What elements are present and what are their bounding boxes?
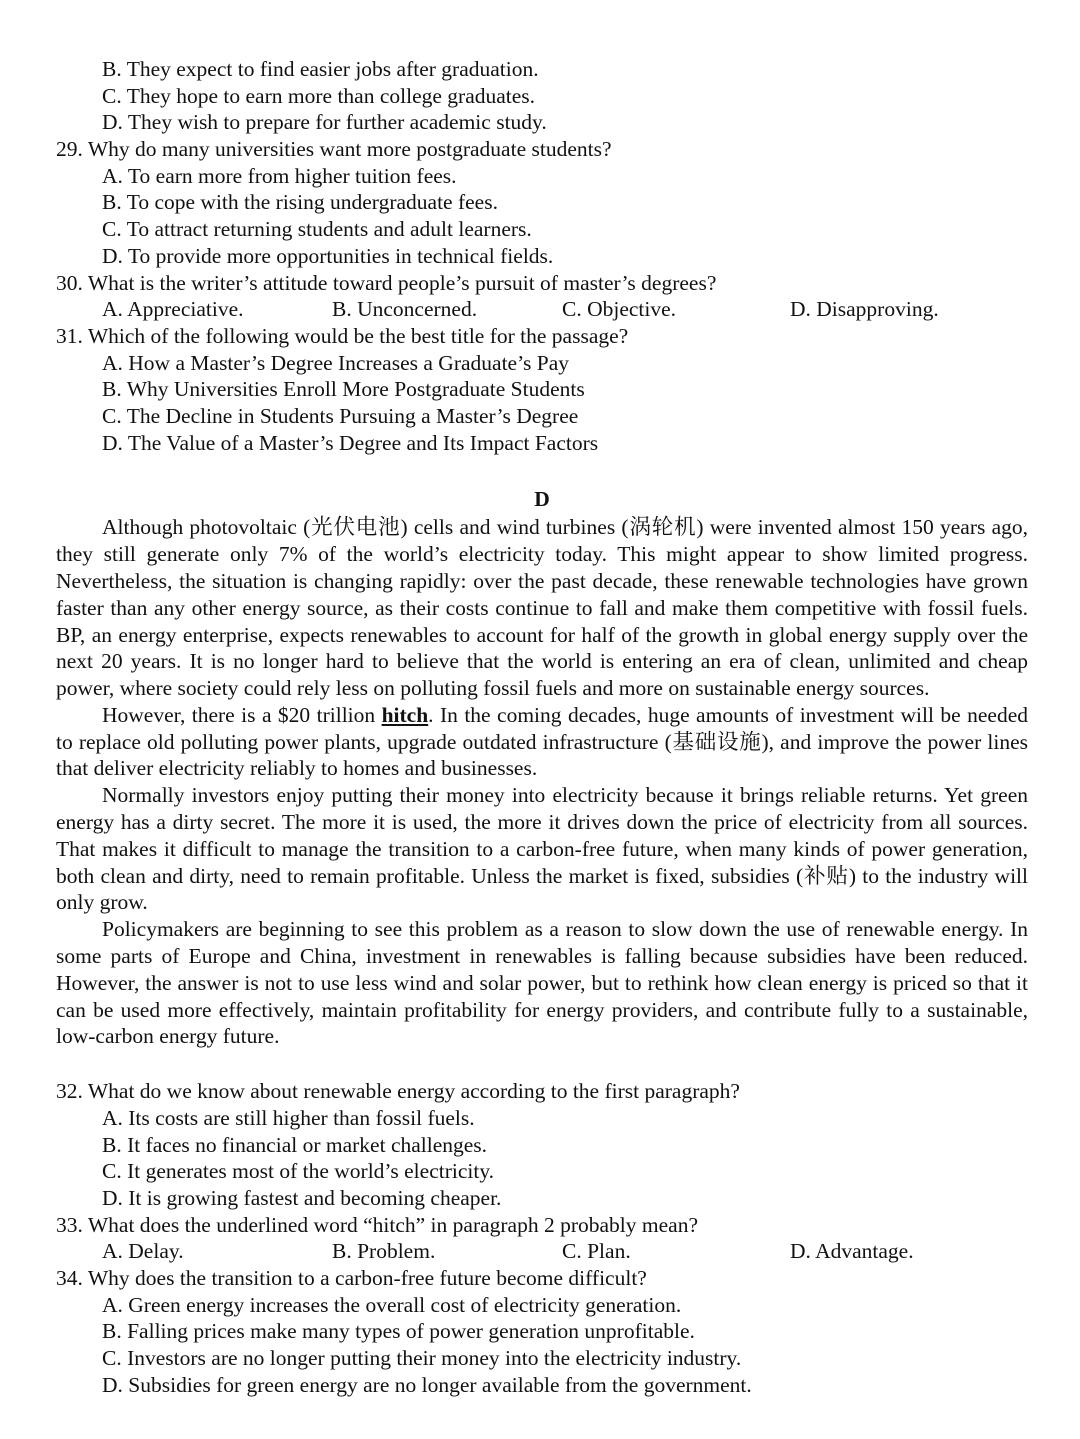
q31-stem: 31. Which of the following would be the best title for the passage? — [56, 323, 629, 348]
passage-paragraph-2 — [56, 702, 1028, 782]
q30-option-d: D. Disapproving. — [790, 297, 939, 322]
underlined-word-hitch: hitch — [381, 702, 429, 727]
q33-option-d: D. Advantage. — [790, 1239, 914, 1264]
section-d-title: D — [534, 487, 550, 512]
q33-option-b: B. Problem. — [332, 1239, 436, 1264]
q33-option-a: A. Delay. — [102, 1239, 184, 1264]
question-32 — [56, 1078, 1028, 1211]
passage-d — [56, 514, 1028, 1050]
q33-option-c: C. Plan. — [562, 1239, 631, 1264]
q34-option-a: A. Green energy increases the overall cost of electricity generation. — [102, 1292, 682, 1317]
q28-option-c: C. They hope to earn more than college graduates. — [102, 83, 536, 108]
p2-before: However, there is a $20 trillion — [102, 702, 382, 727]
q28-option-b: B. They expect to find easier jobs after graduation. — [102, 57, 539, 81]
q32-stem: 32. What do we know about renewable energy according to the first paragraph? — [56, 1079, 740, 1104]
q30-stem: 30. What is the writer’s attitude toward people’s pursuit of master’s degrees? — [56, 270, 717, 295]
q29-stem: 29. Why do many universities want more postgraduate students? — [56, 137, 612, 162]
q28-option-d: D. They wish to prepare for further academic study. — [102, 110, 547, 135]
passage-paragraph-3: Normally investors enjoy putting their money into electricity because it brings reliable returns. Yet green energy has a dirty secret. The more it is used, the more it drives down the price of electricity from all sources. That makes it difficult to manage the transition to a carbon-free future, when many kinds of power generation, both clean and dirty, need to remain profitable. Unless the market is fixed, subsidies (补贴) to the industry will only grow. — [56, 783, 1028, 915]
q34-option-d: D. Subsidies for green energy are no longer available from the government. — [102, 1372, 752, 1397]
q32-option-c: C. It generates most of the world’s electricity. — [102, 1159, 495, 1184]
q30-option-c: C. Objective. — [562, 297, 677, 322]
spacer — [56, 1050, 1028, 1078]
p2-after: . In the coming decades, huge amounts of investment will be needed to replace old polluting power plants, upgrade outdated infrastructure (基础设施), and improve the power lines that deliver electricity reliably to homes and businesses. — [56, 702, 1028, 781]
q32-option-b: B. It faces no financial or market challenges. — [102, 1132, 488, 1157]
q34-option-c: C. Investors are no longer putting their money into the electricity industry. — [102, 1346, 742, 1371]
question-34 — [56, 1265, 1028, 1398]
exam-page — [56, 56, 1028, 1399]
q31-option-b: B. Why Universities Enroll More Postgraduate Students — [102, 377, 585, 402]
q29-option-b: B. To cope with the rising undergraduate fees. — [102, 190, 498, 215]
q29-option-a: A. To earn more from higher tuition fees. — [102, 163, 457, 188]
q34-option-b: B. Falling prices make many types of power generation unprofitable. — [102, 1319, 695, 1344]
q32-option-d: D. It is growing fastest and becoming cheaper. — [102, 1186, 502, 1210]
q29-option-c: C. To attract returning students and adult learners. — [102, 217, 532, 242]
q30-options-row — [56, 296, 1028, 323]
passage-paragraph-1: Although photovoltaic (光伏电池) cells and wind turbines (涡轮机) were invented almost 150 years ago, they still generate only 7% of the world’s electricity today. This might appear to show limited progress. Nevertheless, the situation is changing rapidly: over the past decade, these renewable technologies have grown faster than any other energy source, as their costs continue to fall and make them competitive with fossil fuels. BP, an energy enterprise, expects renewables to account for half of the growth in global energy supply over the next 20 years. It is no longer hard to believe that the world is entering an era of clean, unlimited and cheap power, where society could rely less on polluting fossil fuels and more on sustainable energy sources. — [56, 515, 1028, 701]
question-31 — [56, 323, 1028, 456]
q29-option-d: D. To provide more opportunities in technical fields. — [102, 243, 554, 268]
q31-option-c: C. The Decline in Students Pursuing a Master’s Degree — [102, 403, 579, 428]
q30-option-a: A. Appreciative. — [102, 297, 244, 322]
question-33 — [56, 1212, 1028, 1265]
q28-options — [56, 56, 1028, 136]
q31-option-a: A. How a Master’s Degree Increases a Graduate’s Pay — [102, 350, 570, 375]
q33-options-row — [56, 1238, 1028, 1265]
q32-option-a: A. Its costs are still higher than fossil fuels. — [102, 1105, 475, 1130]
question-29 — [56, 136, 1028, 269]
question-30 — [56, 270, 1028, 323]
passage-paragraph-4: Policymakers are beginning to see this problem as a reason to slow down the use of renewable energy. In some parts of Europe and China, investment in renewables is falling because subsidies have been reduced. However, the answer is not to use less wind and solar power, but to rethink how clean energy is priced so that it can be used more effectively, maintain profitability for energy providers, and contribute fully to a sustainable, low-carbon energy future. — [56, 917, 1028, 1049]
q34-stem: 34. Why does the transition to a carbon-free future become difficult? — [56, 1266, 647, 1291]
q30-option-b: B. Unconcerned. — [332, 297, 478, 322]
q33-stem: 33. What does the underlined word “hitch” in paragraph 2 probably mean? — [56, 1212, 698, 1237]
q31-option-d: D. The Value of a Master’s Degree and Its Impact Factors — [102, 430, 599, 455]
